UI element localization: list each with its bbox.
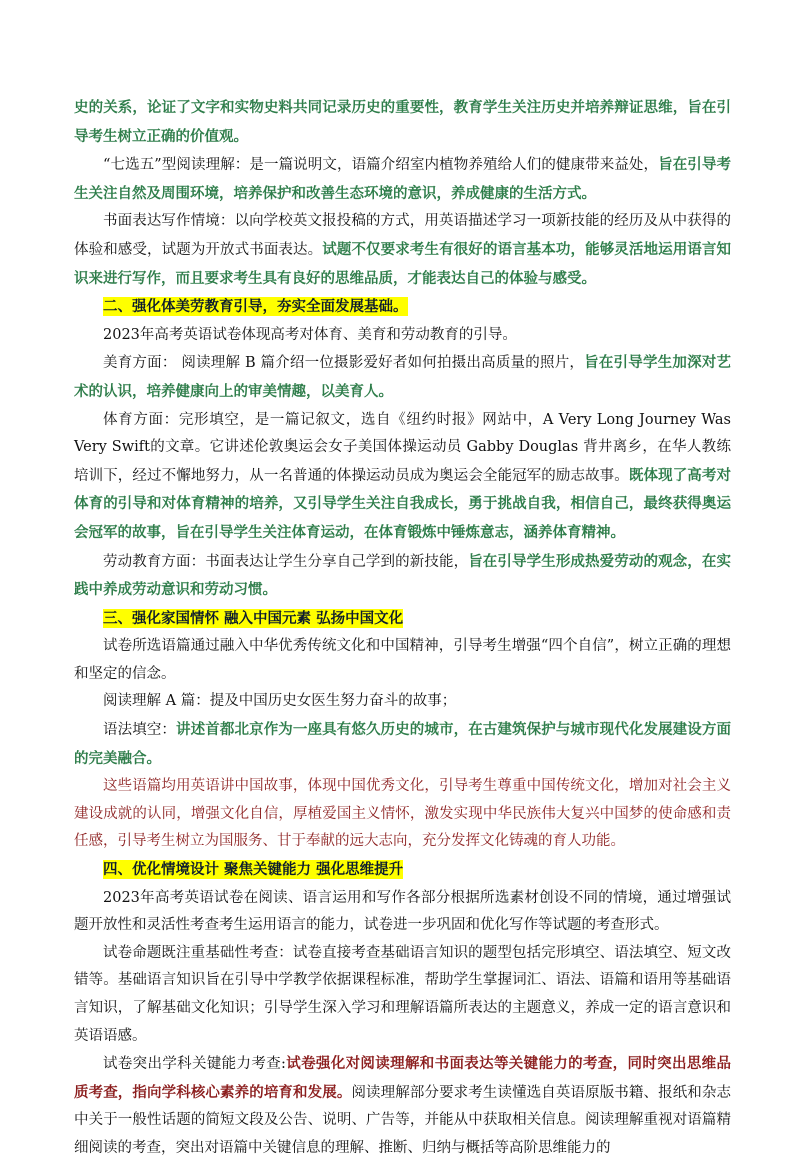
document-page [74,94,731,1163]
paragraph-intro-2: 2023年高考英语试卷体现高考对体育、美育和劳动教育的引导。 [103,326,517,343]
paragraph-reading-a: 阅读理解 A 篇：提及中国历史女医生努力奋斗的故事； [103,693,457,710]
green-emphasis: 试题不仅要求考生有很好的语言基本功，能够灵活地运用语言知识来进行写作，而且要求考生具有良好的思维品质，才能表达自己的体验与感受。 [74,240,732,287]
green-emphasis: 讲述首都北京作为一座具有悠久历史的城市，在古建筑保护与城市现代化发展建设方面的完美融合。 [74,721,732,767]
highlighted-heading: 三、强化家国情怀 融入中国元素 弘扬中国文化 [103,609,404,627]
body-text: 阅读理解部分要求考生读懂选自英语原版书籍、报纸和杂志中关于一般性话题的简短文段及公告、说明、广告等，并能从中获取相关信息。阅读理解重视对语篇精细阅读的考查，突出对语篇中关键信息的理解、推断、归纳与概括等高阶思维能力的 [74,1084,732,1156]
paragraph-seven-choose-five [74,151,731,208]
paragraph-labor [74,548,731,605]
body-text: “七选五”型阅读理解：是一篇说明文，语篇介绍室内植物养殖给人们的健康带来益处， [103,157,659,174]
red-bold-emphasis: 试卷强化对阅读理解和书面表达等关键能力的考查，同时突出思维品质考查，指向学科核心素养的培育和发展。 [74,1055,731,1101]
body-text: 书面表达写作情境：以向学校英文报投稿的方式，用英语描述学习一项新技能的经历及从中获得的体验和感受，试题为开放式书面表达。 [74,213,731,258]
paragraph-writing-situation [74,208,731,293]
paragraph-history-conclusion [74,94,731,151]
paragraph-key-ability [74,1050,731,1162]
section-heading-3 [74,605,731,634]
body-text: 劳动教育方面：书面表达让学生分享自己学到的新技能， [103,553,469,570]
green-emphasis: 旨在引导学生形成热爱劳动的观念，在实践中养成劳动意识和劳动习惯。 [74,552,732,599]
body-text: 美育方面： 阅读理解 B 篇介绍一位摄影爱好者如何拍摄出高质量的照片， [103,355,585,372]
red-emphasis: 这些语篇均用英语讲中国故事，体现中国优秀文化，引导考生尊重中国传统文化，增加对社会主义建设成就的认同，增强文化自信，厚植爱国主义情怀，激发实现中华民族伟大复兴中国梦的使命感和责任感，引导考生树立为国服务、甘于奉献的远大志向，充分发挥文化铸魂的育人功能。 [74,778,731,850]
highlighted-heading: 二、强化体美劳教育引导，夯实全面发展基础。 [103,298,408,316]
paragraph-chinese-stories [74,773,731,856]
section-heading-4 [74,856,731,885]
green-emphasis: 史的关系，论证了文字和实物史料共同记录历史的重要性，教育学生关注历史并培养辩证思维，旨在引导考生树立正确的价值观。 [74,99,731,145]
paragraph-basic-assessment: 试卷命题既注重基础性考查：试卷直接考查基础语言知识的题型包括完形填空、语法填空、短文改错等。基础语言知识旨在引导中学教学依据课程标准，帮助学生掌握词汇、语法、语篇和语用等基础语言知识，了解基础文化知识；引导学生深入学习和理解语篇所表达的主题意义，养成一定的语言意识和英语语感。 [74,944,731,1044]
paragraph-aesthetic [74,349,731,406]
paragraph-intro-4: 2023年高考英语试卷在阅读、语言运用和写作各部分根据所选素材创设不同的情境，通过增强试题开放性和灵活性考查考生运用语言的能力，试卷进一步巩固和优化写作等试题的考查形式。 [74,889,731,934]
body-text: 语法填空： [103,722,177,739]
paragraph-intro-3: 试卷所选语篇通过融入中华优秀传统文化和中国精神，引导考生增强“四个自信”，树立正确的理想和坚定的信念。 [74,638,731,682]
highlighted-heading: 四、优化情境设计 聚焦关键能力 强化思维提升 [103,861,404,879]
paragraph-sports [74,407,731,548]
body-text: 体育方面：完形填空，是一篇记叙文，选自《纽约时报》网站中，A Very Long Journey Was Very Swift的文章。它讲述伦敦奥运会女子美国体操运动员 Gabby Douglas 背井离乡，在华人教练培训下，经过不懈地努力，从一名普通的体操运动员成为奥运会全能冠军的励志故事。 [74,411,731,484]
green-emphasis: 旨在引导考生关注自然及周围环境，培养保护和改善生态环境的意识，养成健康的生活方式。 [74,156,731,202]
green-emphasis: 既体现了高考对体育的引导和对体育精神的培养，又引导学生关注自我成长，勇于挑战自我，相信自己，最终获得奥运会冠军的故事，旨在引导学生关注体育运动，在体育锻炼中锤炼意志，涵养体育精神。 [74,466,732,541]
paragraph-grammar-fill [74,716,731,773]
body-text: 试卷突出学科关键能力考查: [103,1056,286,1073]
section-heading-2 [74,293,731,322]
green-emphasis: 旨在引导学生加深对艺术的认识，培养健康向上的审美情趣，以美育人。 [74,354,731,400]
